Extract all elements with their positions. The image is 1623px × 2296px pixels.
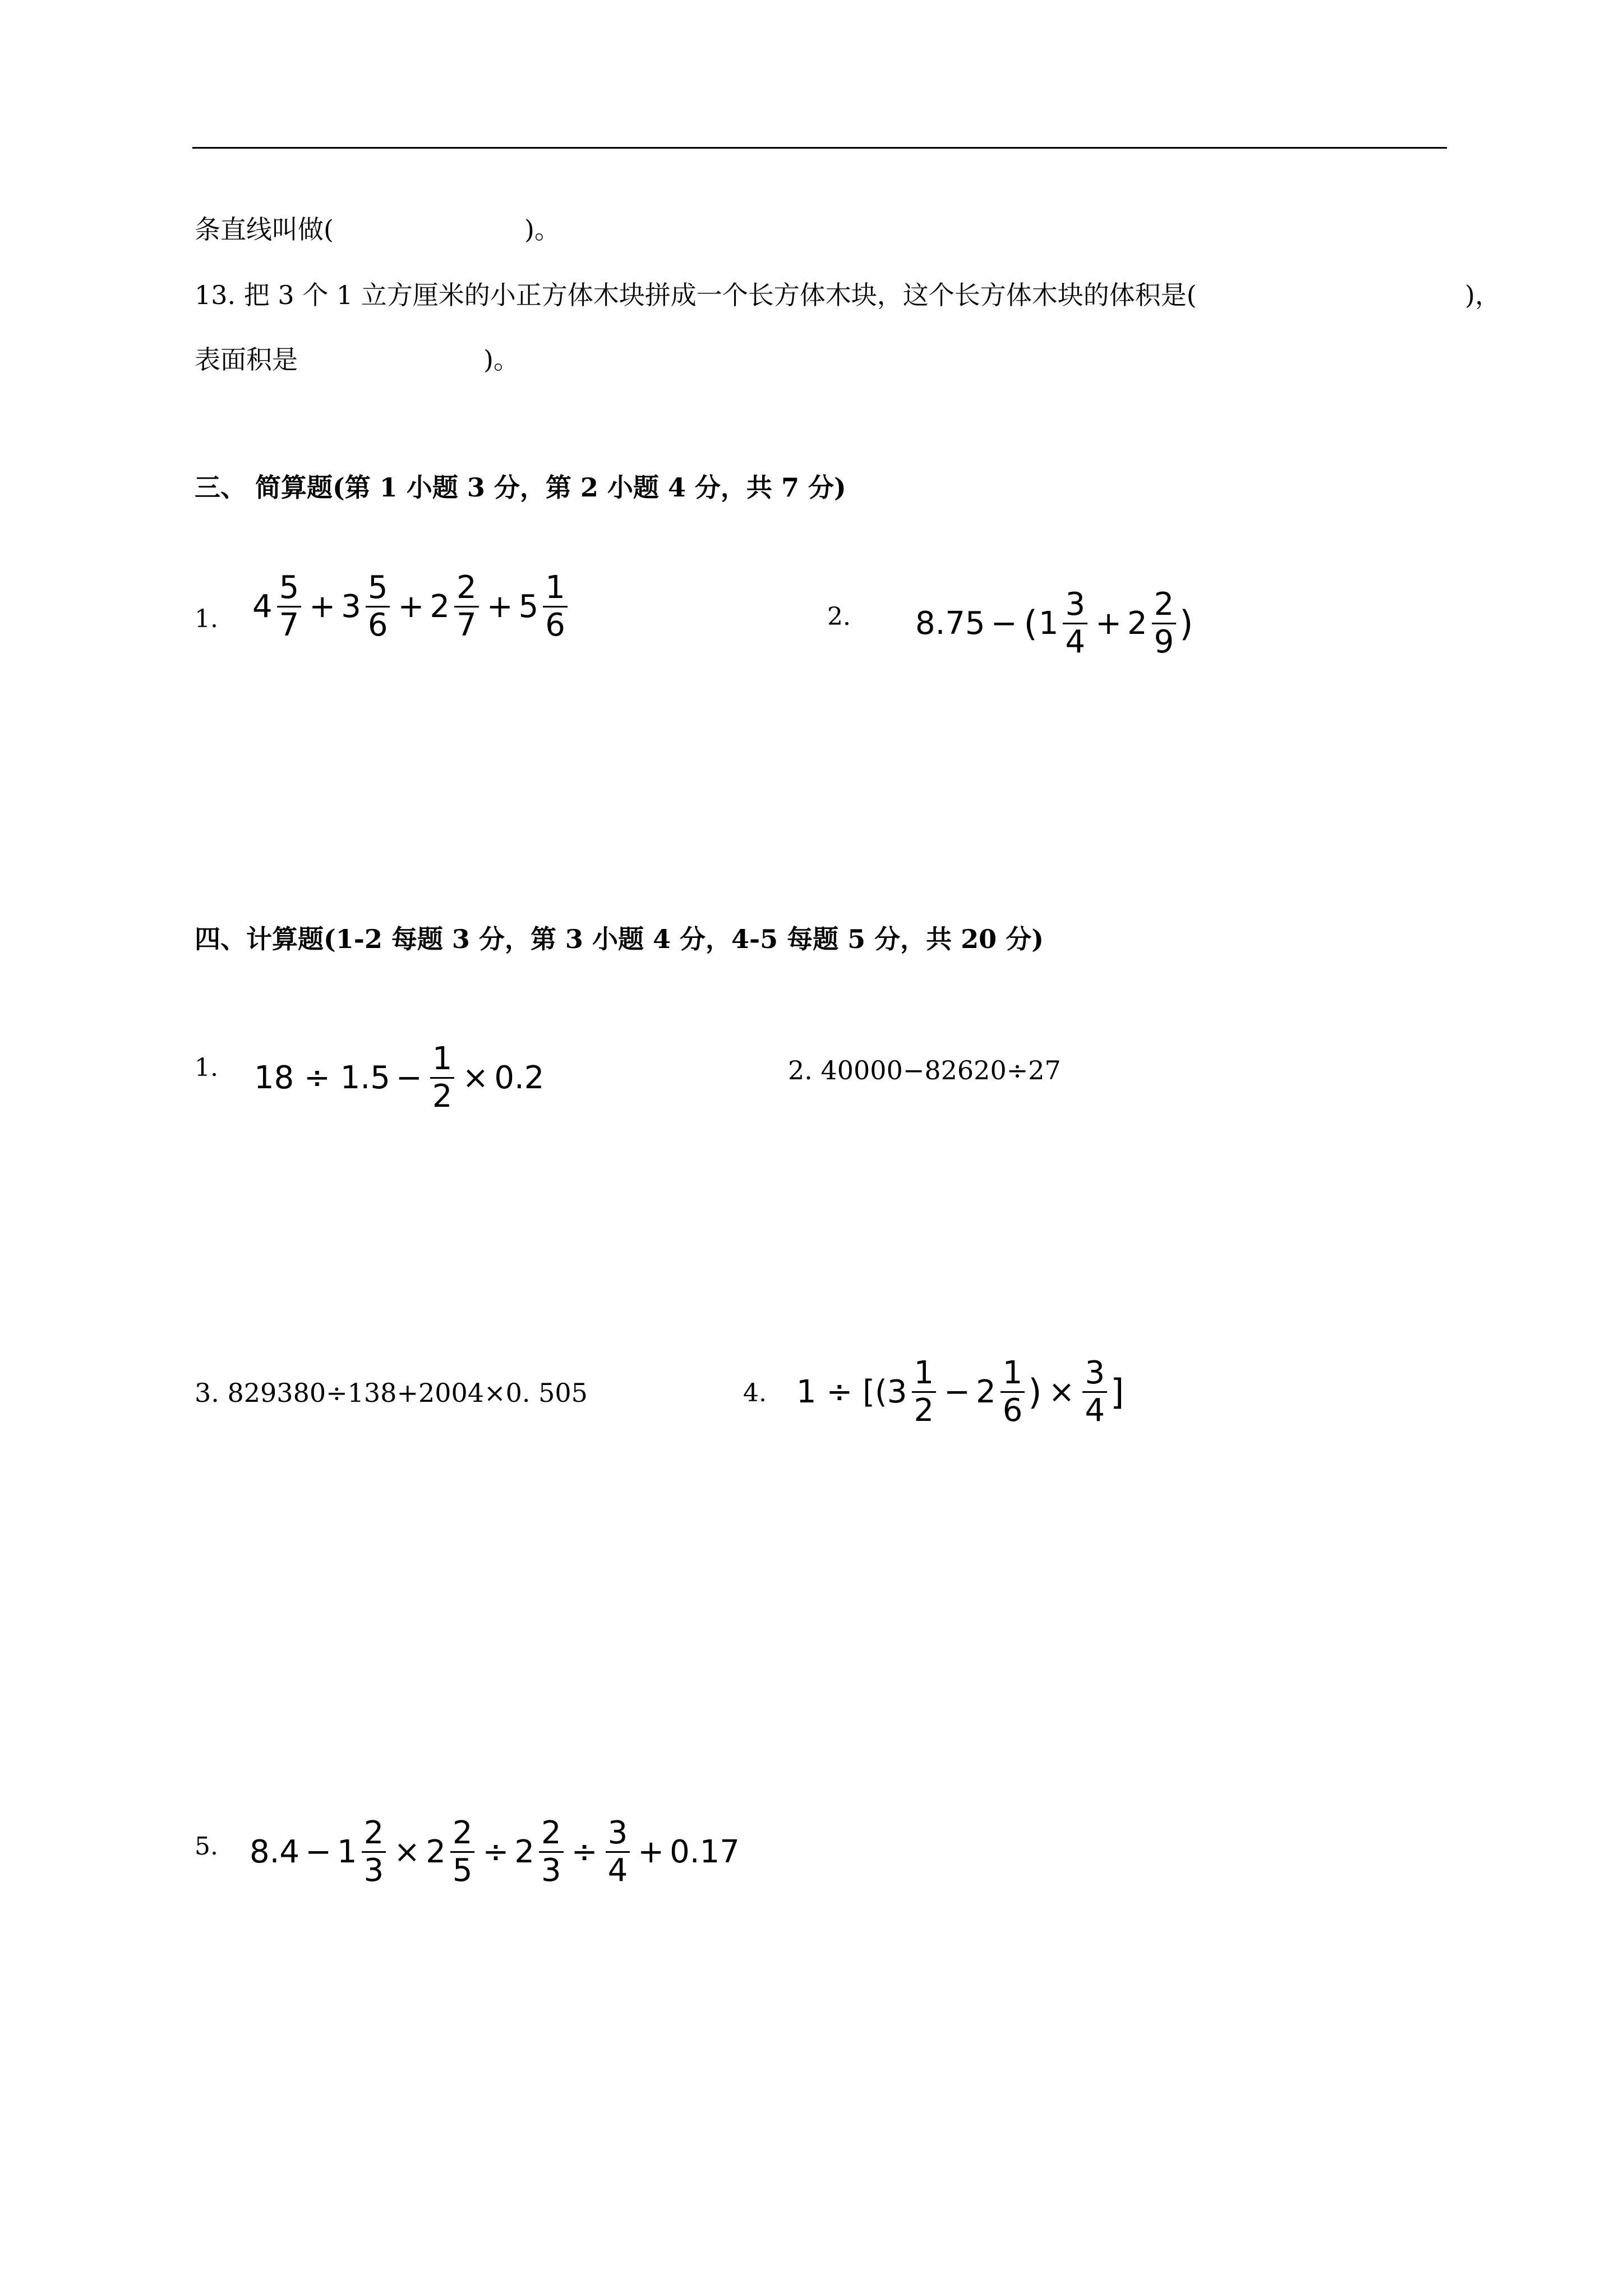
numerator: 3 xyxy=(1065,586,1086,623)
decimal-term: 0.2 xyxy=(494,1059,545,1096)
numerator: 2 xyxy=(541,1815,561,1851)
fraction xyxy=(606,1815,630,1889)
minus-sign: − xyxy=(395,1059,422,1096)
fraction xyxy=(366,569,390,643)
s4-problem2: 2. 40000−82620÷27 xyxy=(788,1055,1061,1085)
fraction xyxy=(543,569,568,643)
divide-sign: ÷ xyxy=(482,1833,509,1870)
mixed-whole: 2 xyxy=(426,1833,446,1870)
header-rule xyxy=(192,147,1447,149)
section4-heading: 四、计算题(1-2 每题 3 分，第 3 小题 4 分，4-5 每题 5 分，共 20 分) xyxy=(195,924,1044,954)
section3-heading: 三、 简算题(第 1 小题 3 分，第 2 小题 4 分，共 7 分) xyxy=(195,472,846,503)
plus-sign: + xyxy=(1095,605,1122,642)
s3-problem2-expression xyxy=(915,586,1195,660)
times-sign: × xyxy=(1048,1373,1075,1410)
close-bracket: ] xyxy=(1110,1371,1124,1412)
divide-sign: ÷ xyxy=(571,1833,598,1870)
s3-problem2-number: 2. xyxy=(827,602,851,631)
fraction xyxy=(454,569,479,643)
denominator: 5 xyxy=(450,1851,475,1887)
numerator: 2 xyxy=(452,1815,473,1851)
mixed-whole: 1 xyxy=(336,1833,357,1870)
expression-lead: 1 ÷ [( xyxy=(796,1373,887,1410)
open-paren: ( xyxy=(1023,602,1038,644)
q12-tail-text: 条直线叫做( xyxy=(195,214,334,245)
q13-line2-close: )。 xyxy=(483,344,519,375)
denominator: 3 xyxy=(362,1851,386,1887)
numerator: 2 xyxy=(363,1815,384,1851)
s4-problem3: 3. 829380÷138+2004×0. 505 xyxy=(195,1378,588,1408)
fraction xyxy=(1082,1355,1107,1429)
q13-line2: 表面积是 xyxy=(195,344,298,375)
s4-problem4-number: 4. xyxy=(743,1379,767,1407)
fraction xyxy=(1152,586,1177,660)
s3-problem1-expression xyxy=(252,569,570,643)
mixed-whole: 2 xyxy=(514,1833,535,1870)
minus-sign: − xyxy=(305,1833,331,1870)
numerator: 3 xyxy=(607,1815,628,1851)
numerator: 1 xyxy=(545,569,565,606)
denominator: 6 xyxy=(366,606,390,641)
numerator: 1 xyxy=(432,1041,453,1077)
plus-sign: + xyxy=(638,1833,665,1870)
s3-problem1-number: 1. xyxy=(195,605,218,633)
mixed-whole: 1 xyxy=(1038,605,1059,642)
decimal-term: 0.17 xyxy=(670,1833,740,1870)
plus-sign: + xyxy=(486,588,513,625)
denominator: 2 xyxy=(430,1077,455,1112)
fraction xyxy=(430,1041,455,1115)
denominator: 9 xyxy=(1152,623,1177,658)
fraction xyxy=(450,1815,475,1889)
denominator: 6 xyxy=(543,606,568,641)
fraction xyxy=(1063,586,1087,660)
denominator: 7 xyxy=(454,606,479,641)
s4-problem5-expression xyxy=(250,1815,740,1889)
s4-problem5-number: 5. xyxy=(195,1832,218,1861)
numerator: 2 xyxy=(457,569,477,606)
mixed-whole: 3 xyxy=(341,588,361,625)
s4-problem1-number: 1. xyxy=(195,1053,218,1082)
numerator: 1 xyxy=(914,1355,934,1391)
denominator: 3 xyxy=(539,1851,564,1887)
mixed-whole: 2 xyxy=(1127,605,1147,642)
fraction xyxy=(539,1815,564,1889)
mixed-whole: 2 xyxy=(430,588,450,625)
plus-sign: + xyxy=(398,588,425,625)
numerator: 5 xyxy=(279,569,299,606)
q13-line1: 13. 把 3 个 1 立方厘米的小正方体木块拼成一个长方体木块，这个长方体木块的体积是( xyxy=(195,280,1197,310)
denominator: 2 xyxy=(912,1391,937,1427)
decimal-term: 8.75 xyxy=(915,605,985,642)
mixed-whole: 5 xyxy=(518,588,539,625)
minus-sign: − xyxy=(944,1373,971,1410)
q12-close-paren: )。 xyxy=(524,214,560,245)
fraction xyxy=(362,1815,386,1889)
fraction xyxy=(277,569,302,643)
denominator: 7 xyxy=(277,606,302,641)
close-paren: ) xyxy=(1028,1371,1042,1412)
q13-line1-close: )， xyxy=(1465,280,1501,310)
mixed-whole: 3 xyxy=(887,1373,907,1410)
decimal-term: 8.4 xyxy=(250,1833,300,1870)
mixed-whole: 4 xyxy=(252,588,273,625)
numerator: 2 xyxy=(1154,586,1174,623)
times-sign: × xyxy=(462,1059,489,1096)
mixed-whole: 2 xyxy=(976,1373,996,1410)
times-sign: × xyxy=(394,1833,421,1870)
denominator: 4 xyxy=(1082,1391,1107,1427)
fraction xyxy=(912,1355,937,1429)
s4-problem4-expression xyxy=(796,1355,1125,1429)
minus-sign: − xyxy=(990,605,1017,642)
denominator: 6 xyxy=(1000,1391,1025,1427)
numerator: 3 xyxy=(1085,1355,1105,1391)
numerator: 5 xyxy=(367,569,388,606)
denominator: 4 xyxy=(606,1851,630,1887)
s4-problem1-expression xyxy=(254,1041,545,1115)
close-paren: ) xyxy=(1179,602,1193,644)
plus-sign: + xyxy=(309,588,336,625)
numerator: 1 xyxy=(1002,1355,1023,1391)
denominator: 4 xyxy=(1063,623,1087,658)
fraction xyxy=(1000,1355,1025,1429)
division-term: 18 ÷ 1.5 xyxy=(254,1059,390,1096)
